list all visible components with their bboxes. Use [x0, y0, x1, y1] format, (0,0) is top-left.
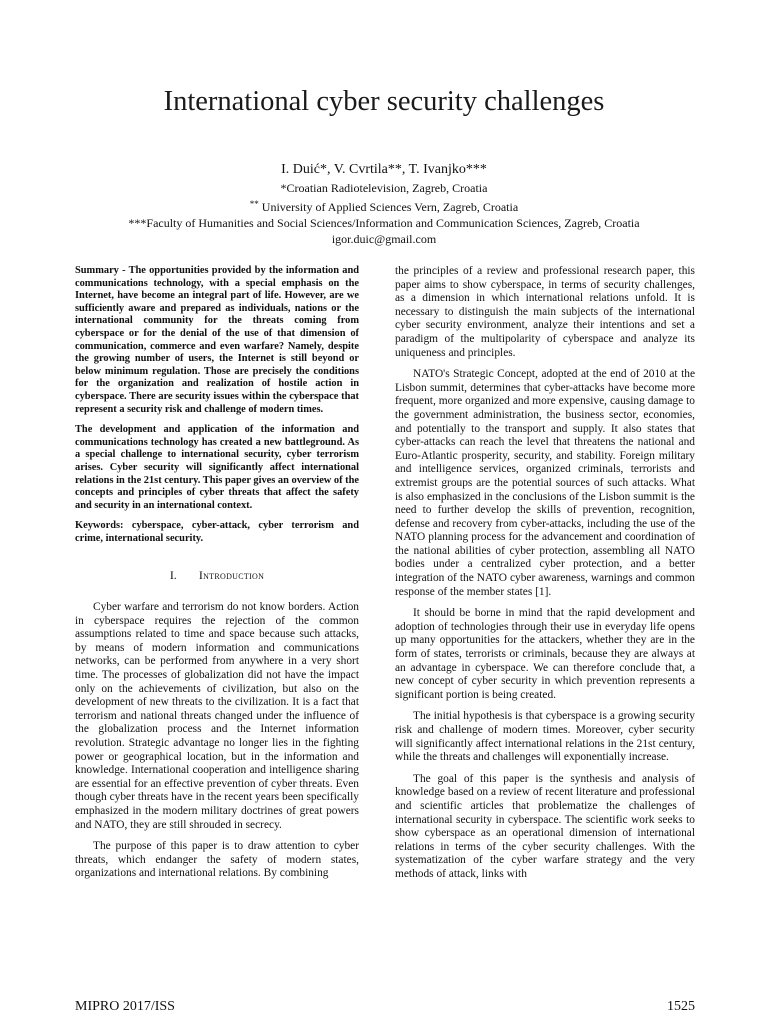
right-column: [395, 265, 695, 890]
keywords: Keywords: cyberspace, cyber-attack, cyber terrorism and crime, international security.: [75, 520, 359, 544]
left-column: [75, 265, 359, 889]
author-names: I. Duić*, V. Cvrtila**, T. Ivanjko***: [281, 162, 487, 177]
footer-page-number: 1525: [667, 999, 695, 1014]
right-paragraph-3: It should be borne in mind that the rapid development and adoption of technologies through their use in everyday life opens up many opportunities for the attackers, whether they are in the form of states, terrorists or criminals, because they are always at an advantage in cyberspace. We can therefore conclude that, a new concept of cyber security in which prevention represents a significant portion is being created.: [395, 607, 695, 701]
intro-paragraph-2: The purpose of this paper is to draw attention to cyber threats, which endanger the safety of modern states, organizations and international relations. By combining: [75, 840, 359, 880]
affiliation-1: *Croatian Radiotelevision, Zagreb, Croatia: [280, 181, 488, 195]
right-paragraph-1: the principles of a review and professional research paper, this paper aims to show cyberspace, in terms of security challenges, as a dimension in which international relations unfold. It is necessary to distinguish the main subjects of the international cyber security environment, analyze their intentions and set a paradigm of the multipolarity of cyberspace and analyze its uniqueness and principles.: [395, 265, 695, 359]
section-title: Introduction: [198, 568, 265, 583]
abstract-development: The development and application of the information and communications technology has created a new battleground. As a special challenge to international security, cyber terrorism arises. Cyber security will significantly affect international relations in the 21st century. This paper gives an overview of the concepts and principles of cyber threats that affect the safety and security in an international context.: [75, 424, 360, 511]
affiliation-2-mark: **: [249, 199, 259, 209]
intro-paragraph-1: Cyber warfare and terrorism do not know borders. Action in cyberspace requires the rejection of the common assumptions related to time and space because such attacks, by means of modern information and communications networks, can be performed from anywhere in a very short time. The processes of globalization did not have the impact only on the achievements of civilization, but also on the development of new threats to the civilization. It is a fact that terrorism and national threats changed under the influence of the globalization process and the Internet information revolution. Strategic advantage no longer lies in the fighting power or geographical location, but in the information and knowledge. International cooperation and intelligence sharing are essential for an effective prevention of cyber threats. Even though cyber threats have in the recent years been specifically emphasized in the modern military doctrines of great powers and NATO, they are still shrouded in secrecy.: [75, 601, 359, 831]
footer-conference: MIPRO 2017/ISS: [75, 999, 175, 1014]
abstract-summary: Summary - The opportunities provided by the information and communications technology, with a special emphasis on the Internet, have become an integral part of life. However, are we sufficiently aware and prepared as individuals, nations or the international community for the threats coming from cyberspace or for the denial of the use of that dimension of communication, commerce and even warfare? Namely, despite the growing number of users, the Internet is still beyond or below minimum regulation. Those are precisely the conditions for the organization and realization of hostile action in cyberspace. There are security issues within the cyberspace that represent a security risk and challenge of modern times.: [75, 265, 359, 415]
right-paragraph-4: The initial hypothesis is that cyberspace is a growing security risk and challenge of modern times. Moreover, cyber security will significantly affect international relations in the 21st century, while the threats and challenges will exponentially increase.: [395, 710, 695, 764]
affiliation-3: ***Faculty of Humanities and Social Sciences/Information and Communication Sciences, Zagreb, Croatia: [128, 216, 640, 230]
section-number: I.: [169, 568, 177, 583]
paper-title: International cyber security challenges: [163, 86, 605, 117]
affiliation-2: [0, 196, 768, 215]
right-paragraph-2: NATO's Strategic Concept, adopted at the end of 2010 at the Lisbon summit, determines that cyber-attacks have become more frequent, more organized and more expensive, causing damage to the government administration, the business sector, economies, and potentially to the transport and supply. It also states that cyber-attacks can reach the level that threatens the national and Euro-Atlantic prosperity, security, and stability. Foreign military and intelligence services, organized criminals, terrorists and extremist groups are the potential sources of such attacks. What is also emphasized in the conclusions of the Lisbon summit is the need to further develop the skills of prevention, recognition, defense and recovery from cyber-attacks, including the use of the NATO planning process for the advancement and coordination of the national abilities of cyber protection, assembling all NATO bodies under a centralized cyber protection, and a better integration of the NATO cyber awareness, warnings and common response of the member states [1].: [395, 368, 695, 598]
right-paragraph-5: The goal of this paper is the synthesis and analysis of knowledge based on a review of recent literature and professional and scientific articles that problematize the challenges of international security in cyberspace. The scientific work seeks to show cyberspace as an operational dimension of international relations in terms of the cyber security challenges. With the systematization of the cyber warfare strategy and the very methods of attack, links with: [395, 772, 695, 880]
author-block: [0, 160, 768, 247]
affiliation-2-text: University of Applied Sciences Vern, Zagreb, Croatia: [258, 200, 519, 214]
author-email: igor.duic@gmail.com: [331, 232, 437, 246]
section-heading: [75, 569, 359, 583]
